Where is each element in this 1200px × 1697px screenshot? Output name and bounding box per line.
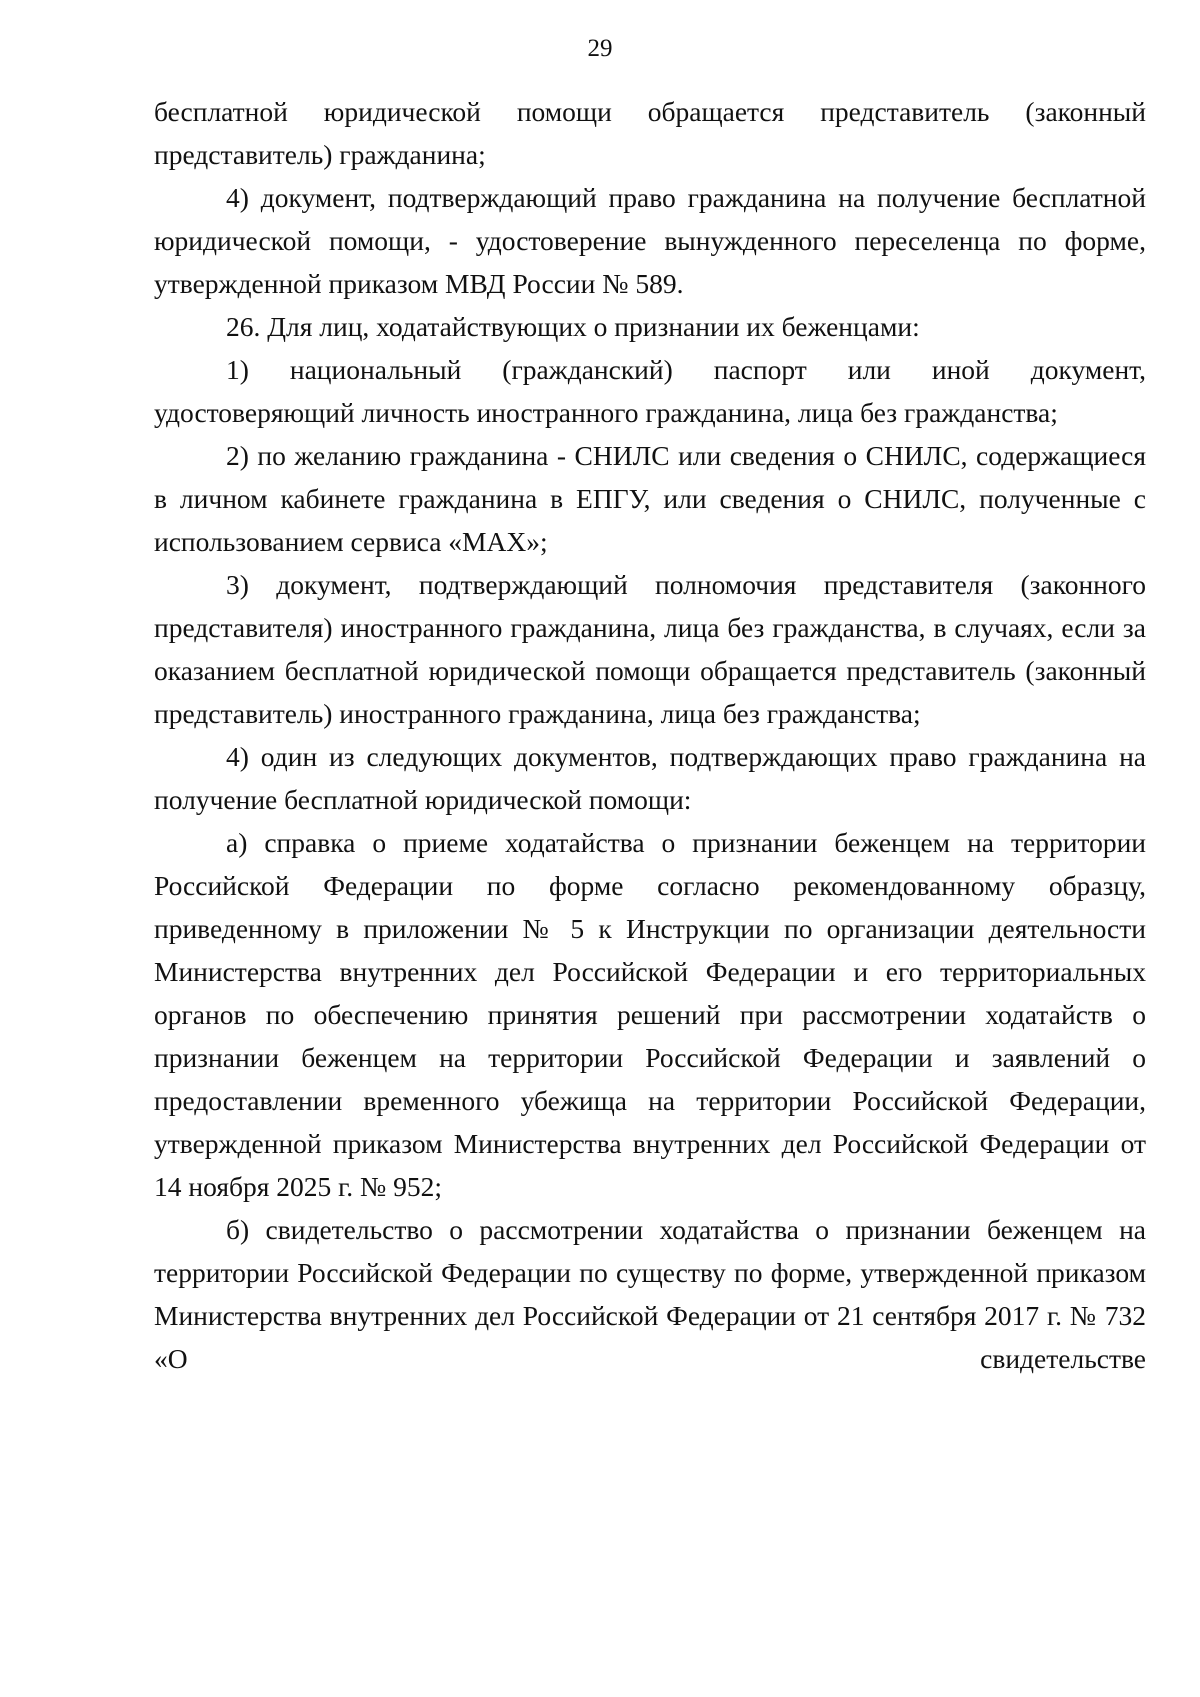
paragraph-item-3-representative: 3) документ, подтверждающий полномочия представителя (законного представителя) иностранного гражданина, лица без гражданства, в случаях, если за оказанием бесплатной юридической помощи обращается представитель (законный представитель) иностранного гражданина, лица без гражданства; <box>154 569 1146 729</box>
paragraph-subitem-b: б) свидетельство о рассмотрении ходатайства о признании беженцем на территории Российской Федерации по существу по форме, утвержденной приказом Министерства внутренних дел Российской Федерации от 21 сентября 2017 г. № 732 «О свидетельстве <box>154 1214 1146 1374</box>
paragraph-item-1-passport: 1) национальный (гражданский) паспорт или иной документ, удостоверяющий личность иностранного гражданина, лица без гражданства; <box>154 354 1146 428</box>
paragraph-item-2-snils: 2) по желанию гражданина - СНИЛС или сведения о СНИЛС, содержащиеся в личном кабинете гражданина в ЕПГУ, или сведения о СНИЛС, полученные с использованием сервиса «MAX»; <box>154 440 1146 557</box>
paragraph-subitem-a: а) справка о приеме ходатайства о признании беженцем на территории Российской Федерации по форме согласно рекомендованному образцу, приведенному в приложении № 5 к Инструкции по организации деятельности Министерства внутренних дел Российской Федерации и его территориальных органов по обеспечению принятия решений при рассмотрении ходатайств о признании беженцем на территории Российской Федерации и заявлений о предоставлении временного убежища на территории Российской Федерации, утвержденной приказом Министерства внутренних дел Российской Федерации от 14 ноября 2025 г. № 952; <box>154 827 1146 1202</box>
paragraph-item-4-idp-certificate: 4) документ, подтверждающий право гражданина на получение бесплатной юридической помощи, - удостоверение вынужденного переселенца по форме, утвержденной приказом МВД России № 589. <box>154 182 1146 299</box>
page-number: 29 <box>587 35 613 62</box>
paragraph-continuation: бесплатной юридической помощи обращается представитель (законный представитель) гражданина; <box>154 96 1146 170</box>
paragraph-section-26: 26. Для лиц, ходатайствующих о признании их беженцами: <box>226 311 920 342</box>
document-body <box>154 90 1146 1380</box>
paragraph-item-4-documents: 4) один из следующих документов, подтверждающих право гражданина на получение бесплатной юридической помощи: <box>154 741 1146 815</box>
